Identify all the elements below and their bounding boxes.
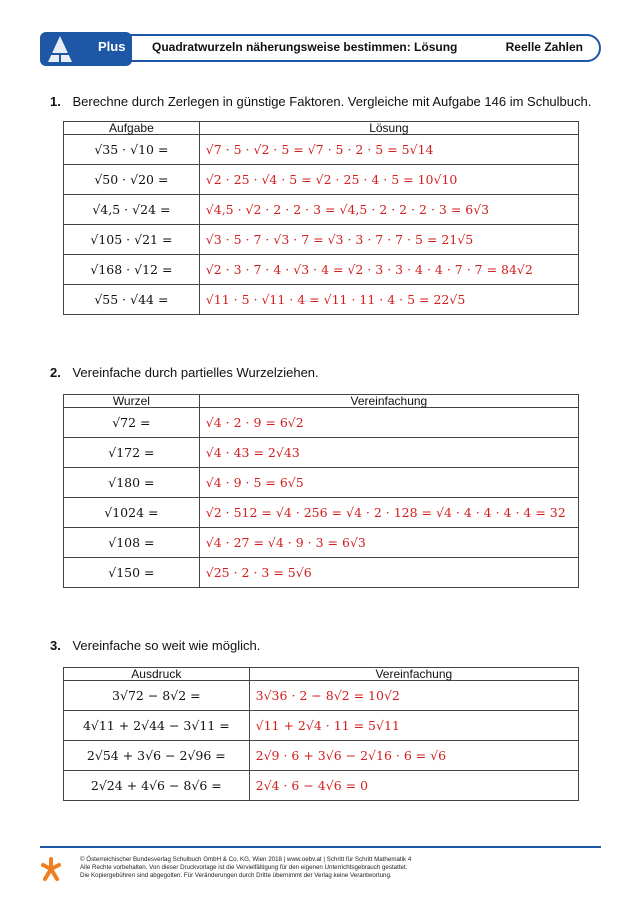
solution-cell: √4 · 43 = 2√43 [199, 438, 578, 468]
table-row [64, 255, 579, 285]
footer-line-3: Die Kopiergebühren sind abgegolten. Für Veränderungen durch Dritte übernimmt der Verlag keine Verantwortung. [80, 872, 392, 879]
solution-cell: √7 · 5 · √2 · 5 = √7 · 5 · 2 · 5 = 5√14 [199, 135, 578, 165]
solution-cell: √2 · 512 = √4 · 256 = √4 · 2 · 128 = √4 · 4 · 4 · 4 · 4 = 32 [199, 498, 578, 528]
solution-cell: √11 + 2√4 · 11 = 5√11 [249, 711, 578, 741]
task2-col-solution: Vereinfachung [199, 395, 578, 408]
table-row [64, 558, 579, 588]
task2-number: 2. [50, 365, 61, 380]
task-cell: √1024 = [64, 498, 200, 528]
task1-heading [50, 94, 591, 109]
solution-cell: √2 · 25 · √4 · 5 = √2 · 25 · 4 · 5 = 10√10 [199, 165, 578, 195]
task-cell: √35 · √10 = [64, 135, 200, 165]
table-row [64, 438, 579, 468]
footer-line-2: Alle Rechte vorbehalten. Von dieser Druckvorlage ist die Vervielfältigung für den eigenen Unterrichtsgebrauch gestattet. [80, 864, 408, 871]
solution-cell: 2√9 · 6 + 3√6 − 2√16 · 6 = √6 [249, 741, 578, 771]
task-cell: 2√24 + 4√6 − 8√6 = [64, 771, 250, 801]
solution-cell: 3√36 · 2 − 8√2 = 10√2 [249, 681, 578, 711]
page-title: Quadratwurzeln näherungsweise bestimmen: Lösung [152, 40, 458, 54]
table-row [64, 741, 579, 771]
task3-heading [50, 638, 260, 653]
task1-col-task: Aufgabe [64, 122, 200, 135]
table-row [64, 711, 579, 741]
table-row [64, 498, 579, 528]
solution-cell: √4 · 27 = √4 · 9 · 3 = 6√3 [199, 528, 578, 558]
task1-col-solution: Lösung [199, 122, 578, 135]
task1-table [63, 121, 579, 315]
solution-cell: √2 · 3 · 7 · 4 · √3 · 4 = √2 · 3 · 3 · 4 · 4 · 7 · 7 = 84√2 [199, 255, 578, 285]
task1-text: Berechne durch Zerlegen in günstige Faktoren. Vergleiche mit Aufgabe 146 im Schulbuch. [72, 94, 592, 109]
solution-cell: √4 · 2 · 9 = 6√2 [199, 408, 578, 438]
table-row [64, 468, 579, 498]
solution-cell: 2√4 · 6 − 4√6 = 0 [249, 771, 578, 801]
solution-cell: √3 · 5 · 7 · √3 · 7 = √3 · 3 · 7 · 7 · 5 = 21√5 [199, 225, 578, 255]
footer-divider [40, 846, 601, 848]
page-header [40, 34, 601, 64]
task3-col-task: Ausdruck [64, 668, 250, 681]
task2-text: Vereinfache durch partielles Wurzelziehen. [72, 365, 319, 380]
task-cell: √108 = [64, 528, 200, 558]
topic-label: Reelle Zahlen [505, 40, 583, 54]
table-row [64, 195, 579, 225]
task-cell: √50 · √20 = [64, 165, 200, 195]
solution-cell: √4,5 · √2 · 2 · 2 · 3 = √4,5 · 2 · 2 · 2 · 3 = 6√3 [199, 195, 578, 225]
task2-col-task: Wurzel [64, 395, 200, 408]
table-row [64, 135, 579, 165]
footer-copyright [80, 856, 560, 880]
task-cell: √4,5 · √24 = [64, 195, 200, 225]
solution-cell: √4 · 9 · 5 = 6√5 [199, 468, 578, 498]
task3-table [63, 667, 579, 801]
solution-cell: √25 · 2 · 3 = 5√6 [199, 558, 578, 588]
task-cell: √105 · √21 = [64, 225, 200, 255]
table-row [64, 225, 579, 255]
table-row [64, 771, 579, 801]
logo-label: Plus [98, 39, 126, 54]
task-cell: 3√72 − 8√2 = [64, 681, 250, 711]
task-cell: 2√54 + 3√6 − 2√96 = [64, 741, 250, 771]
task2-heading [50, 365, 319, 380]
footer-line-1: © Österreichischer Bundesverlag Schulbuch GmbH & Co. KG, Wien 2018 | www.oebv.at | Schritt für Schritt Mathematik 4 [80, 856, 412, 863]
task3-col-solution: Vereinfachung [249, 668, 578, 681]
table-row [64, 165, 579, 195]
task-cell: √72 = [64, 408, 200, 438]
task3-number: 3. [50, 638, 61, 653]
task-cell: √55 · √44 = [64, 285, 200, 315]
task2-table [63, 394, 579, 588]
task3-text: Vereinfache so weit wie möglich. [72, 638, 261, 653]
task-cell: √150 = [64, 558, 200, 588]
task-cell: √168 · √12 = [64, 255, 200, 285]
task1-number: 1. [50, 94, 61, 109]
table-row [64, 528, 579, 558]
task-cell: 4√11 + 2√44 − 3√11 = [64, 711, 250, 741]
task-cell: √180 = [64, 468, 200, 498]
table-row [64, 408, 579, 438]
task-cell: √172 = [64, 438, 200, 468]
table-row [64, 681, 579, 711]
table-row [64, 285, 579, 315]
publisher-star-icon [40, 856, 62, 882]
solution-cell: √11 · 5 · √11 · 4 = √11 · 11 · 4 · 5 = 22√5 [199, 285, 578, 315]
